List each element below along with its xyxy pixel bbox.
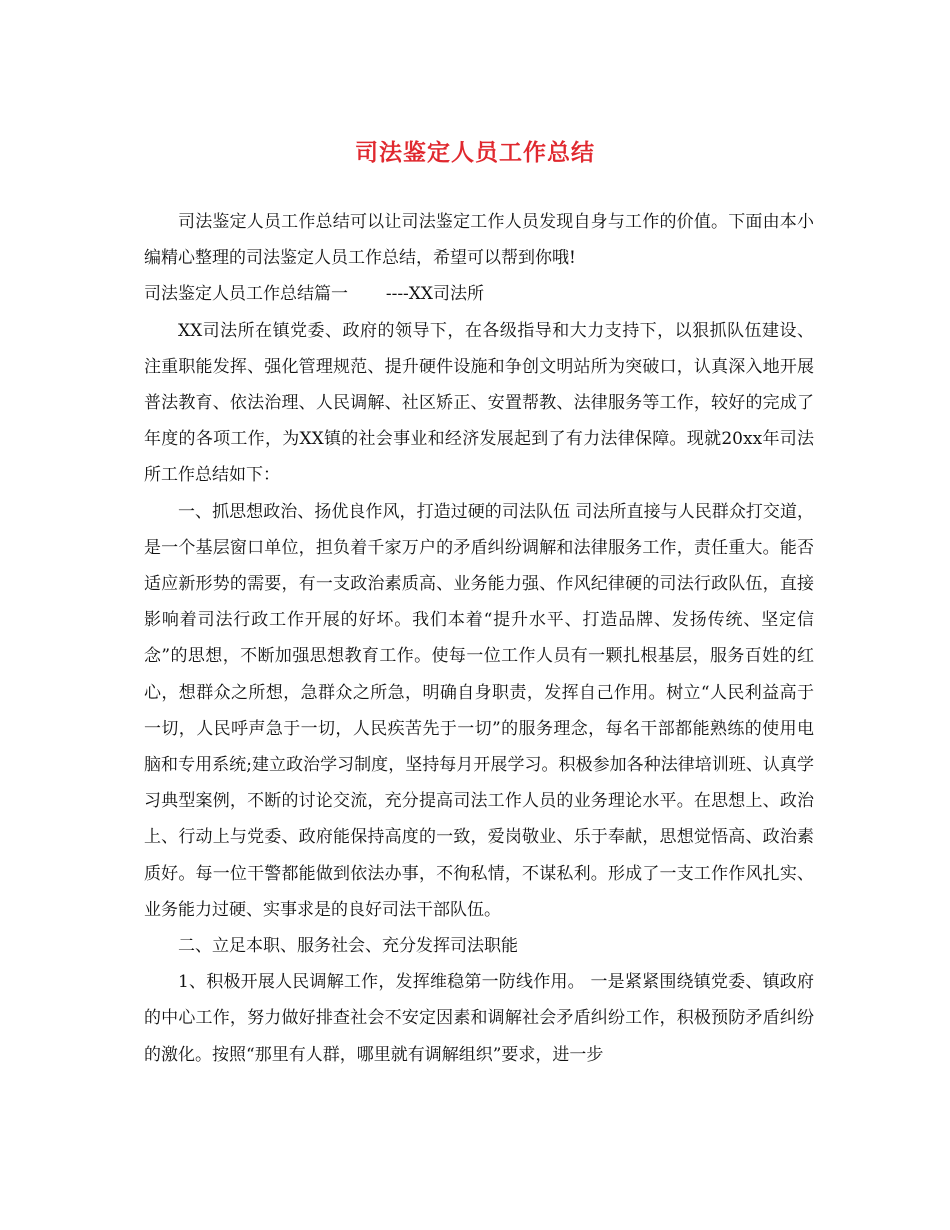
- document-body: [144, 204, 814, 1073]
- section-two-heading: 二、立足本职、服务社会、充分发挥司法职能: [178, 936, 518, 957]
- section-subheading: 司法鉴定人员工作总结篇一 ----XX司法所: [144, 284, 485, 305]
- section-one-paragraph: 一、抓思想政治、扬优良作风，打造过硬的司法队伍 司法所直接与人民群众打交道，是一个基层窗口单位，担负着千家万户的矛盾纠纷调解和法律服务工作，责任重大。能否适应新形势的需要，有一支政治素质高、业务能力强、作风纪律硬的司法行政队伍，直接影响着司法行政工作开展的好坏。我们本着“提升水平、打造品牌、发扬传统、坚定信念”的思想，不断加强思想教育工作。使每一位工作人员有一颗扎根基层，服务百姓的红心，想群众之所想，急群众之所急，明确自身职责，发挥自己作用。树立“人民利益高于一切，人民呼声急于一切，人民疾苦先于一切”的服务理念，每名干部都能熟练的使用电脑和专用系统;建立政治学习制度，坚持每月开展学习。积极参加各种法律培训班、认真学习典型案例，不断的讨论交流，充分提高司法工作人员的业务理论水平。在思想上、政治上、行动上与党委、政府能保持高度的一致，爱岗敬业、乐于奉献，思想觉悟高、政治素质好。每一位干警都能做到依法办事，不徇私情，不谋私利。形成了一支工作作风扎实、业务能力过硬、实事求是的良好司法干部队伍。: [144, 501, 814, 920]
- overview-paragraph: XX司法所在镇党委、政府的领导下，在各级指导和大力支持下，以狠抓队伍建设、注重职能发挥、强化管理规范、提升硬件设施和争创文明站所为突破口，认真深入地开展普法教育、依法治理、人民调解、社区矫正、安置帮教、法律服务等工作，较好的完成了年度的各项工作，为XX镇的社会事业和经济发展起到了有力法律保障。现就20xx年司法所工作总结如下：: [144, 320, 814, 486]
- intro-paragraph: 司法鉴定人员工作总结可以让司法鉴定工作人员发现自身与工作的价值。下面由本小编精心整理的司法鉴定人员工作总结，希望可以帮到你哦!: [144, 212, 814, 269]
- document-title: 司法鉴定人员工作总结: [355, 139, 595, 166]
- item-one-paragraph: 1、积极开展人民调解工作，发挥维稳第一防线作用。 一是紧紧围绕镇党委、镇政府的中心工作，努力做好排查社会不安定因素和调解社会矛盾纠纷工作，积极预防矛盾纠纷的激化。按照“那里有人群，哪里就有调解组织”要求，进一步: [144, 972, 814, 1065]
